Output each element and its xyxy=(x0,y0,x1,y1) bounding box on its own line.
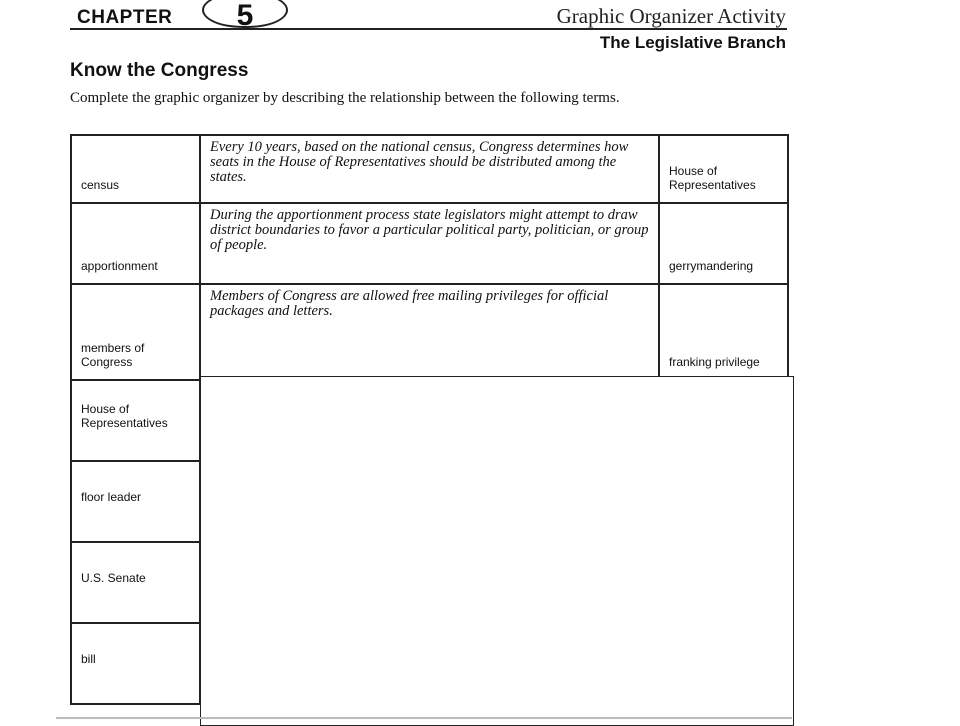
answer-cell[interactable]: During the apportionment process state legislators might attempt to draw district boundaries to favor a particular political party, politician, or group of people. xyxy=(200,203,659,284)
answer-cell[interactable]: Members of Congress are allowed free mailing privileges for official packages and letters. xyxy=(200,284,659,380)
instructions: Complete the graphic organizer by describing the relationship between the following terms. xyxy=(70,90,620,106)
activity-title: Graphic Organizer Activity xyxy=(556,4,786,28)
term-right: gerrymandering xyxy=(659,203,788,284)
term-left: members of Congress xyxy=(71,284,200,380)
term-left: House of Representatives xyxy=(71,380,200,461)
term-left: U.S. Senate xyxy=(71,542,200,623)
term-left: bill xyxy=(71,623,200,704)
chapter-number-badge xyxy=(202,0,288,32)
term-right: franking privilege xyxy=(659,284,788,380)
term-left: floor leader xyxy=(71,461,200,542)
organizer-row xyxy=(71,135,788,203)
branch-title: The Legislative Branch xyxy=(599,33,786,52)
chapter-label: CHAPTER xyxy=(77,7,173,28)
term-left: apportionment xyxy=(71,203,200,284)
term-right: House of Representatives xyxy=(659,135,788,203)
section-heading: Know the Congress xyxy=(70,60,249,81)
organizer-row xyxy=(71,203,788,284)
overlay-answer-box[interactable] xyxy=(200,376,794,726)
answer-cell[interactable]: Every 10 years, based on the national census, Congress determines how seats in the House of Representatives should be distributed among the states. xyxy=(200,135,659,203)
chapter-number: 5 xyxy=(236,0,254,32)
organizer-row xyxy=(71,284,788,380)
term-left: census xyxy=(71,135,200,203)
bottom-rule xyxy=(56,717,792,719)
